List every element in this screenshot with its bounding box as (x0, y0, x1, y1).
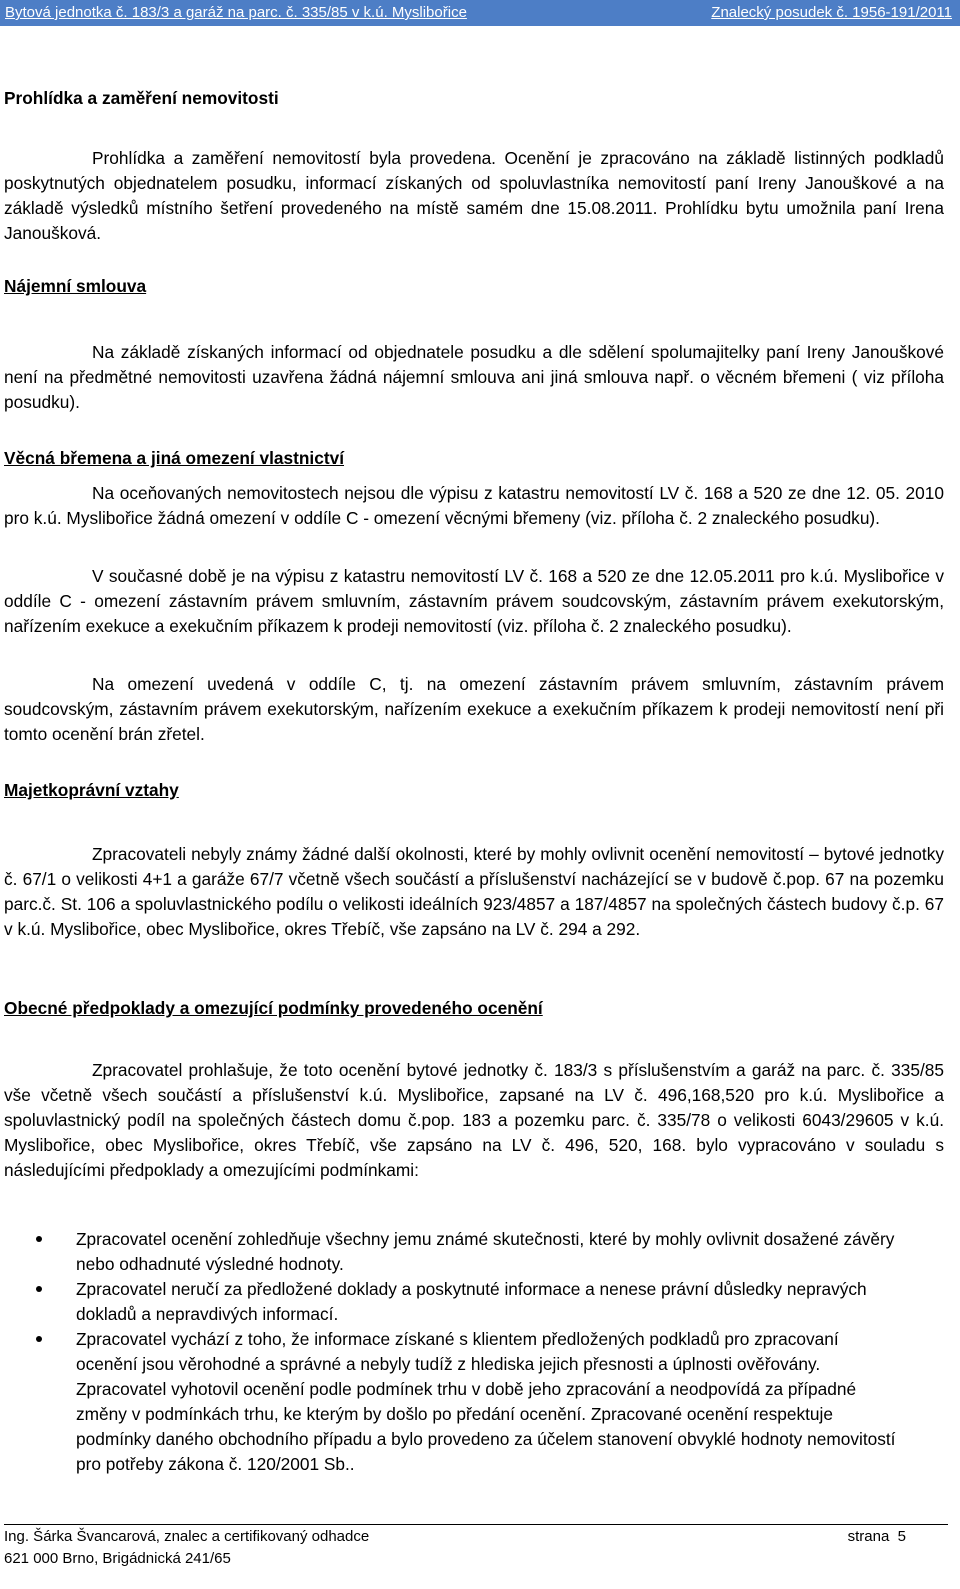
heading-majetkopravni-vztahy: Majetkoprávní vztahy (4, 780, 179, 800)
paragraph-majetkopravni: Zpracovateli nebyly známy žádné další okolnosti, které by mohly ovlivnit ocenění nemovitostí – bytové jednotky č. 67/1 o velikosti 4+1 a garáže 67/7 včetně všech součástí a příslušenství nacházející se v budově č.pop. 67 na pozemku parc.č. St. 106 a spoluvlastnického podílu o velikosti ideálních 923/4857 a 187/4857 na společných částech budovy č.p. 67 v k.ú. Myslibořice, obec Myslibořice, okres Třebíč, vše zapsáno na LV č. 294 a 292. (4, 844, 944, 939)
list-item-text: Zpracovatel ocenění zohledňuje všechny jemu známé skutečnosti, které by mohly ovlivnit dosažené závěry nebo odhadnuté výsledné hodnoty. (76, 1229, 895, 1274)
list-item (4, 1327, 904, 1477)
heading-prohlidka: Prohlídka a zaměření nemovitosti (4, 88, 279, 108)
heading-vecna-bremena: Věcná břemena a jiná omezení vlastnictví (4, 448, 345, 468)
paragraph-bremena-3: Na omezení uvedená v oddíle C, tj. na omezení zástavním právem smluvním, zástavním právem soudcovským, zástavním právem exekutorským, nařízením exekuce a exekučním příkazem k prodeji nemovitostí není při tomto ocenění brán zřetel. (4, 674, 944, 744)
page-header (0, 0, 960, 26)
footer-page-number (848, 1526, 906, 1548)
bullet-icon (36, 1236, 42, 1242)
footer-author-block (4, 1526, 369, 1570)
list-item-text: Zpracovatel vychází z toho, že informace získané s klientem předložených podkladů pro zpracovaní ocenění jsou věrohodné a správné a nebyly tudíž z hlediska jejich přesnosti a úplnosti ověřovány. Zpracovatel vyhotovil ocenění podle podmínek trhu v době jeho zpracování a neodpovídá za případné změny v podmínkách trhu, ke kterým by došlo po předání ocenění. Zpracované ocenění respektuje podmínky daného obchodního případu a bylo provedeno za účelem stanovení obvyklé hodnoty nemovitostí pro potřeby zákona č. 120/2001 Sb.. (76, 1329, 896, 1474)
heading-obecne-predpoklady: Obecné předpoklady a omezující podmínky provedeného ocenění (4, 998, 543, 1018)
list-item (4, 1227, 904, 1277)
footer-address: 621 000 Brno, Brigádnická 241/65 (4, 1550, 231, 1567)
footer-author: Ing. Šárka Švancarová, znalec a certifikovaný odhadce (4, 1528, 370, 1545)
bullet-icon (36, 1336, 42, 1342)
conditions-list (4, 1227, 904, 1477)
list-item-text: Zpracovatel neručí za předložené doklady a poskytnuté informace a nenese právní důsledky nepravých dokladů a nepravdivých informací. (76, 1279, 867, 1324)
footer-divider (4, 1524, 948, 1525)
page-label: strana (847, 1528, 890, 1545)
paragraph-najemni-smlouva: Na základě získaných informací od objednatele posudku a dle sdělení spolumajitelky paní Ireny Janouškové není na předmětné nemovitosti uzavřena žádná nájemní smlouva ani jiná smlouva např. o věcném břemeni ( viz příloha posudku). (4, 342, 944, 412)
paragraph-bremena-1: Na oceňovaných nemovitostech nejsou dle výpisu z katastru nemovitostí LV č. 168 a 520 ze dne 12. 05. 2010 pro k.ú. Myslibořice žádná omezení v oddíle C - omezení věcnými břemeny (viz. příloha č. 2 znaleckého posudku). (4, 483, 944, 528)
list-item (4, 1277, 904, 1327)
page-number: 5 (897, 1528, 906, 1545)
paragraph-bremena-2: V současné době je na výpisu z katastru nemovitostí LV č. 168 a 520 ze dne 12.05.2011 pro k.ú. Myslibořice v oddíle C - omezení zástavním právem smluvním, zástavním právem soudcovským, zástavním právem exekutorským, nařízením exekuce a exekučním příkazem k prodeji nemovitostí (viz. příloha č. 2 znaleckého posudku). (4, 566, 944, 636)
heading-najemni-smlouva: Nájemní smlouva (4, 276, 147, 296)
bullet-icon (36, 1286, 42, 1292)
paragraph-obecne: Zpracovatel prohlašuje, že toto ocenění bytové jednotky č. 183/3 s příslušenstvím a garáž na parc. č. 335/85 vše včetně všech součástí a příslušenství k.ú. Myslibořice, zapsané na LV č. 496,168,520 pro k.ú. Myslibořice a spoluvlastnický podíl na společných částech domu č.pop. 183 a pozemku parc. č. 335/78 o velikosti 6043/29605 v k.ú. Myslibořice, obec Myslibořice, okres Třebíč, vše zapsáno na LV č. 496, 520, 168. bylo vypracováno v souladu s následujícími předpoklady a omezujícími podmínkami: (4, 1060, 944, 1180)
header-report-number: Znalecký posudek č. 1956-191/2011 (711, 4, 952, 21)
header-title: Bytová jednotka č. 183/3 a garáž na parc. č. 335/85 v k.ú. Myslibořice (5, 4, 467, 21)
paragraph-prohlidka: Prohlídka a zaměření nemovitostí byla provedena. Ocenění je zpracováno na základě listinných podkladů poskytnutých objednatelem posudku, informací získaných od spoluvlastníka nemovitostí paní Ireny Janouškové a na základě výsledků místního šetření provedeného na místě samém dne 15.08.2011. Prohlídku bytu umožnila paní Irena Janoušková. (4, 148, 944, 243)
